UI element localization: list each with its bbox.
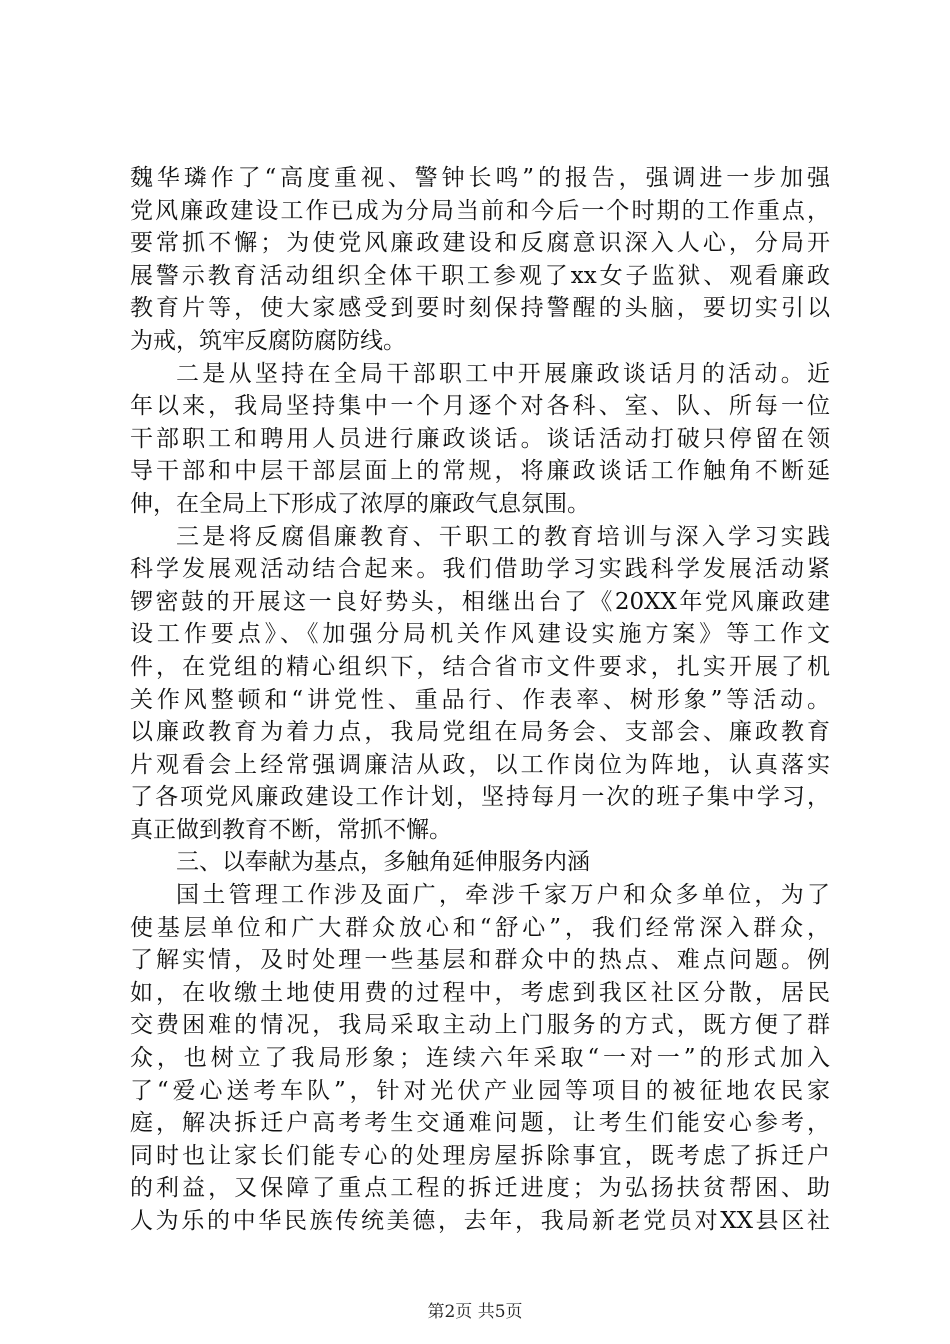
text-line: 展警示教育活动组织全体干职工参观了xx女子监狱、观看廉政: [130, 262, 830, 289]
text-line: 件，在党组的精心组织下，结合省市文件要求，扎实开展了机: [130, 653, 830, 680]
text-line: 二是从坚持在全局干部职工中开展廉政谈话月的活动。近: [176, 360, 830, 387]
text-line: 干部职工和聘用人员进行廉政谈话。谈话活动打破只停留在领: [130, 425, 830, 452]
text-line: 片观看会上经常强调廉洁从政，以工作岗位为阵地，认真落实: [130, 751, 830, 778]
text-line: 如，在收缴土地使用费的过程中，考虑到我区社区分散，居民: [130, 979, 830, 1006]
text-line: 庭，解决拆迁户高考考生交通难问题，让考生们能安心参考，: [130, 1110, 830, 1137]
text-line: 三是将反腐倡廉教育、干职工的教育培训与深入学习实践: [176, 523, 830, 550]
text-line: 众，也树立了我局形象；连续六年采取“一对一”的形式加入: [130, 1045, 830, 1072]
text-line: 交费困难的情况，我局采取主动上门服务的方式，既方便了群: [130, 1012, 830, 1039]
text-line: 关作风整顿和“讲党性、重品行、作表率、树形象”等活动。: [130, 686, 830, 713]
text-line: 国土管理工作涉及面广，牵涉千家万户和众多单位，为了: [176, 882, 830, 909]
text-line: 为戒，筑牢反腐防腐防线。: [130, 327, 406, 354]
text-line: 年以来，我局坚持集中一个月逐个对各科、室、队、所每一位: [130, 393, 830, 420]
body-text: [130, 162, 830, 1238]
text-line: 了解实情，及时处理一些基层和群众中的热点、难点问题。例: [130, 947, 830, 974]
text-line: 教育片等，使大家感受到要时刻保持警醒的头脑，要切实引以: [130, 295, 830, 322]
text-line: 党风廉政建设工作已成为分局当前和今后一个时期的工作重点，: [130, 197, 830, 224]
page-footer: 第2页 共5页: [427, 1302, 523, 1322]
text-line: 科学发展观活动结合起来。我们借助学习实践科学发展活动紧: [130, 556, 830, 583]
text-line: 设工作要点》、《加强分局机关作风建设实施方案》等工作文: [130, 621, 830, 648]
text-line: 同时也让家长们能专心的处理房屋拆除事宜，既考虑了拆迁户: [130, 1142, 830, 1169]
text-line: 以廉政教育为着力点，我局党组在局务会、支部会、廉政教育: [130, 719, 830, 746]
text-line: 真正做到教育不断，常抓不懈。: [130, 816, 452, 843]
text-line: 魏华璘作了“高度重视、警钟长鸣”的报告，强调进一步加强: [130, 165, 830, 191]
text-line: 导干部和中层干部层面上的常规，将廉政谈话工作触角不断延: [130, 458, 830, 485]
text-line: 锣密鼓的开展这一良好势头，相继出台了《20XX年党风廉政建: [130, 588, 830, 615]
text-line: 使基层单位和广大群众放心和“舒心”，我们经常深入群众，: [130, 914, 830, 941]
text-line: 人为乐的中华民族传统美德，去年，我局新老党员对XX县区社: [130, 1208, 830, 1234]
text-line: 了各项党风廉政建设工作计划，坚持每月一次的班子集中学习，: [130, 784, 830, 811]
text-line: 了“爱心送考车队”，针对光伏产业园等项目的被征地农民家: [130, 1077, 830, 1104]
text-line: 的利益，又保障了重点工程的拆迁进度；为弘扬扶贫帮困、助: [130, 1175, 830, 1202]
text-line: 伸，在全局上下形成了浓厚的廉政气息氛围。: [130, 490, 590, 517]
text-line: 要常抓不懈；为使党风廉政建设和反腐意识深入人心，分局开: [130, 230, 830, 257]
text-line: 三、以奉献为基点，多触角延伸服务内涵: [176, 849, 590, 876]
